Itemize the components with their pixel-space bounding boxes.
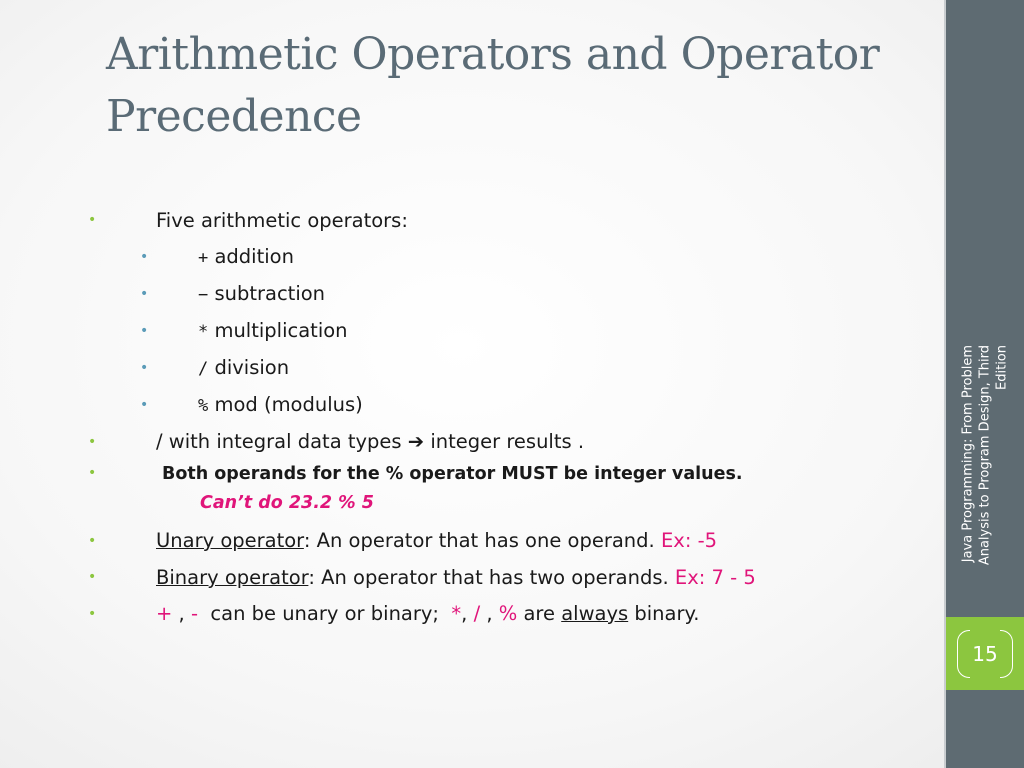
- bullet-icon: •: [88, 569, 97, 585]
- integer-results-text: integer results .: [430, 430, 585, 453]
- bullet-icon: •: [88, 533, 97, 549]
- operator-label: addition: [214, 245, 294, 268]
- operator-label: mod (modulus): [214, 393, 363, 416]
- operator-symbol: /: [198, 359, 209, 379]
- unary-example: Ex: -5: [660, 529, 718, 552]
- operator-symbol: *: [198, 322, 209, 342]
- footer-text: Java Programming: From Problem Analysis to Program Design, Third Edition: [960, 345, 1010, 566]
- sub-bullet-division: [198, 356, 289, 381]
- separator: ,: [461, 602, 474, 625]
- operator-symbol: −: [198, 285, 209, 305]
- separator: ,: [480, 602, 499, 625]
- unary-definition: : An operator that has one operand.: [303, 529, 655, 552]
- page-number: 15: [972, 641, 998, 666]
- binary-end-text: binary.: [628, 602, 700, 625]
- bullet-icon: •: [88, 465, 97, 481]
- operator-symbol: %: [198, 396, 209, 416]
- operator-label: division: [214, 356, 290, 379]
- bullet-unary-or-binary: [156, 602, 699, 626]
- sub-bullet-modulus: [198, 393, 363, 418]
- bullet-operand-rule: Both operands for the % operator MUST be integer values.: [162, 464, 743, 484]
- operator-label: multiplication: [214, 319, 348, 342]
- sub-bullet-subtraction: [198, 282, 325, 307]
- binary-example: Ex: 7 - 5: [674, 566, 756, 589]
- right-arrow-icon: ➔: [407, 430, 425, 453]
- page-number-box: [946, 617, 1024, 690]
- plus-symbol: +: [156, 602, 173, 625]
- star-symbol: *: [451, 602, 462, 625]
- slide-title: Arithmetic Operators and Operator Precedence: [106, 29, 880, 142]
- minus-symbol: -: [190, 602, 198, 625]
- bullet-five-operators: Five arithmetic operators:: [156, 209, 408, 232]
- bullet-unary-operator: [156, 529, 717, 553]
- bullet-binary-operator: [156, 566, 756, 590]
- bullet-icon: •: [88, 434, 97, 450]
- bullet-icon: •: [88, 606, 97, 622]
- integral-text: / with integral data types: [156, 430, 402, 453]
- percent-symbol: %: [498, 602, 518, 625]
- sub-bullet-icon: •: [140, 360, 149, 376]
- sub-bullet-icon: •: [140, 323, 149, 339]
- sub-bullet-multiplication: [198, 319, 348, 344]
- binary-term: Binary operator: [156, 566, 309, 589]
- always-text: always: [561, 602, 629, 625]
- bullet-icon: •: [88, 212, 97, 228]
- bullet-integral-division: [156, 430, 584, 454]
- unary-binary-text: can be unary or binary;: [198, 602, 452, 625]
- sub-bullet-icon: •: [140, 249, 149, 265]
- binary-definition: : An operator that has two operands.: [308, 566, 669, 589]
- are-text: are: [517, 602, 562, 625]
- unary-term: Unary operator: [156, 529, 304, 552]
- separator: ,: [172, 602, 191, 625]
- slash-symbol: /: [473, 602, 481, 625]
- bullet-modulus-example: Can’t do 23.2 % 5: [200, 493, 374, 513]
- sub-bullet-icon: •: [140, 286, 149, 302]
- sub-bullet-icon: •: [140, 397, 149, 413]
- operator-label: subtraction: [214, 282, 326, 305]
- operator-symbol: +: [198, 248, 209, 268]
- sub-bullet-addition: [198, 245, 294, 270]
